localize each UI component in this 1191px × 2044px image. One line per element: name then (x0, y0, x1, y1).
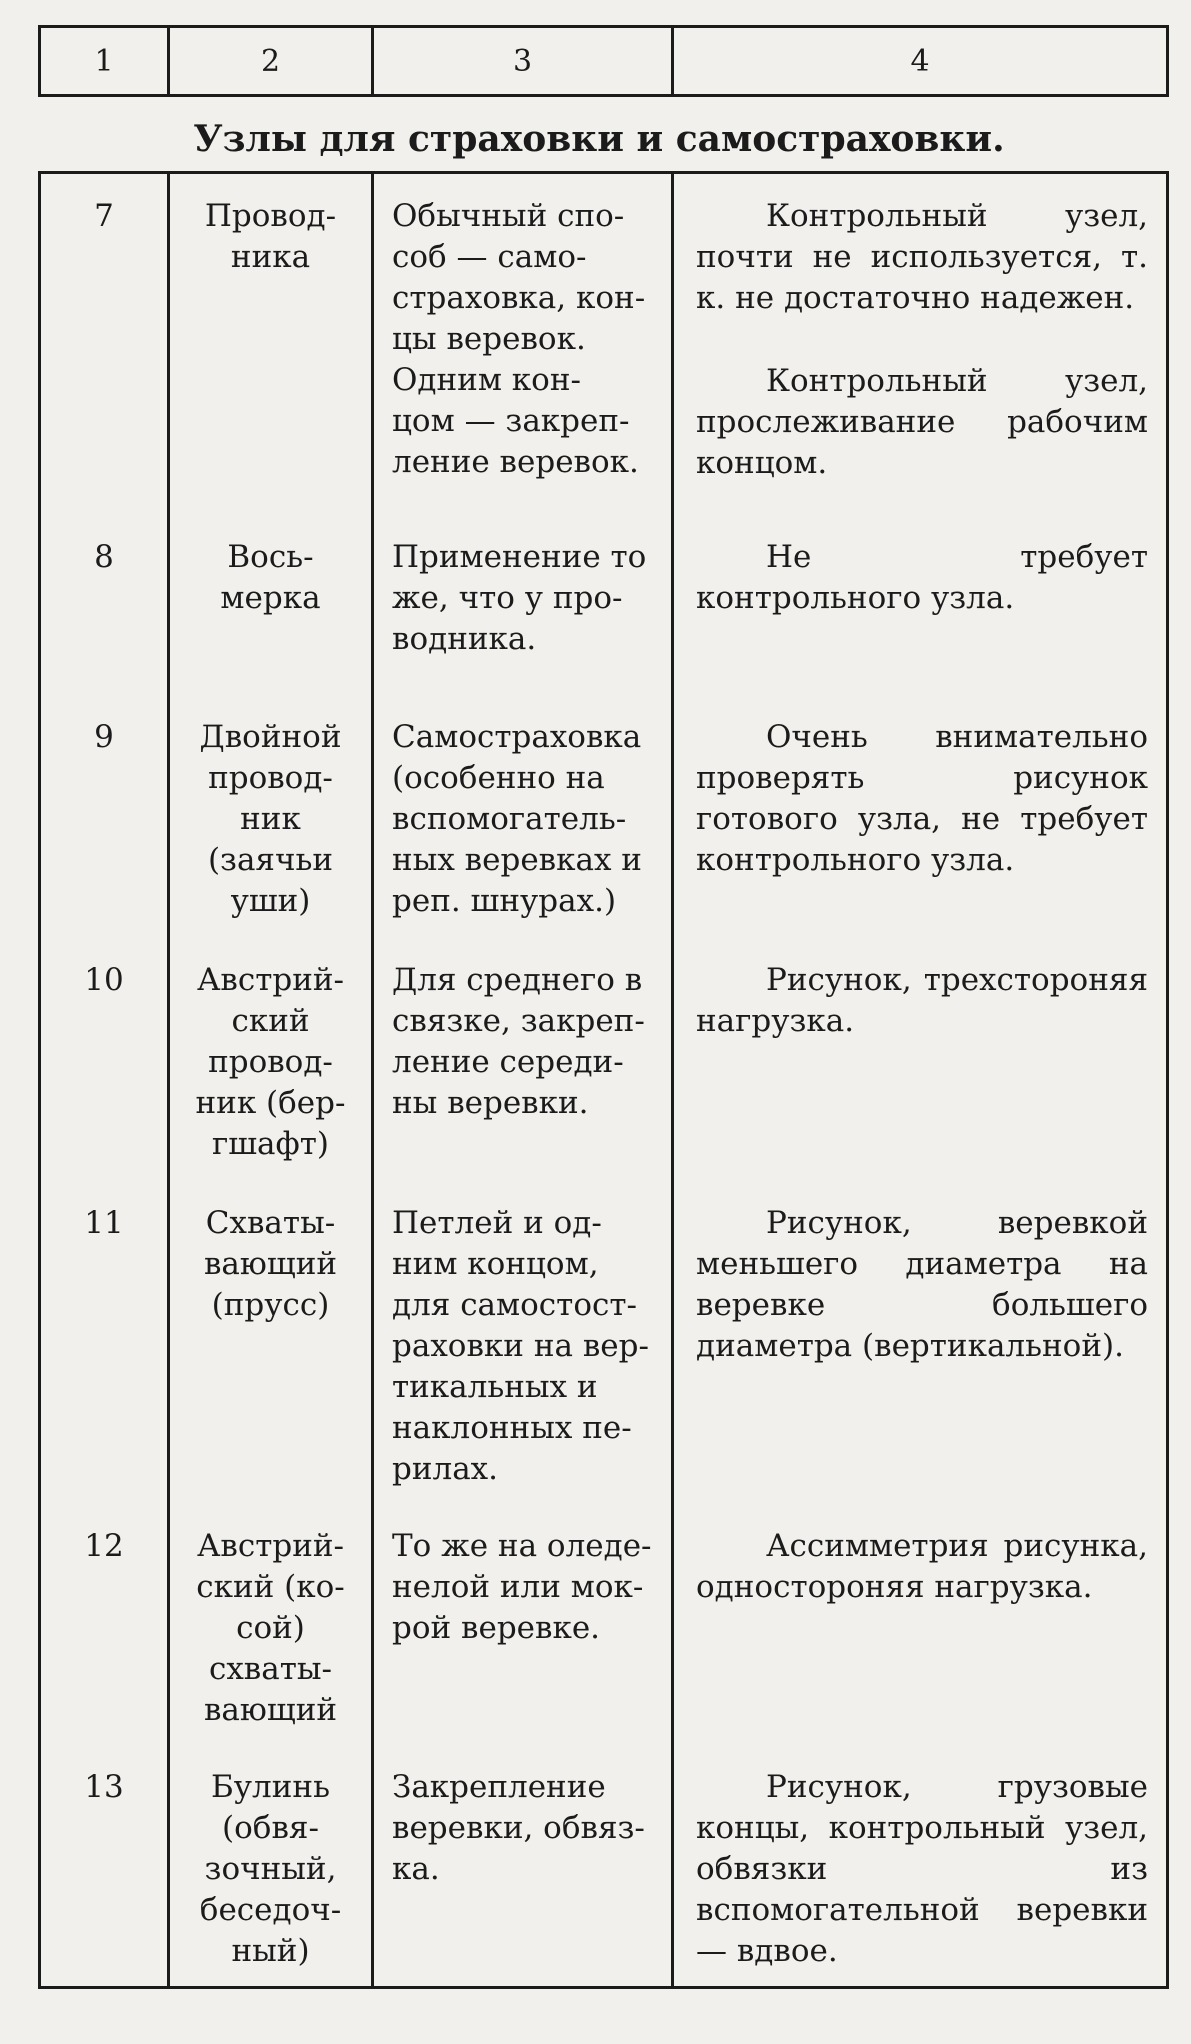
knot-usage-text: То же на оледе- нелой или мок- рой веревке. (392, 1527, 652, 1646)
knot-note-text: Очень внимательно проверять рисунок готового узла, не требует контрольного узла. (696, 718, 1148, 878)
knot-usage (373, 173, 673, 515)
knot-name (169, 1745, 373, 1988)
knot-note-text: Контрольный узел, прослеживание рабочим концом. (696, 363, 1148, 481)
knot-usage-text: Обычный спо- соб — само- страховка, кон- цы веревок. Одним кон- цом — закреп- ление веревок. (392, 198, 646, 480)
knot-notes (673, 515, 1168, 695)
knot-usage-text: Для среднего в связке, закреп- ление середи- ны веревки. (392, 961, 645, 1121)
row-number (40, 515, 169, 695)
knot-note-text: Ассимметрия рисунка, одностороняя нагрузка. (696, 1527, 1148, 1605)
knot-usage (373, 1745, 673, 1988)
knot-name (169, 938, 373, 1181)
table-row (40, 515, 1168, 695)
knot-name-text: Провод- ника (204, 198, 337, 275)
knot-note-text: Рисунок, веревкой меньшего диаметра на веревке большего диаметра (вертикальной). (696, 1204, 1148, 1364)
knot-usage (373, 938, 673, 1181)
knot-name-text: Булинь (обвя- зочный, беседоч- ный) (199, 1768, 342, 1969)
row-number-text: 8 (94, 538, 114, 575)
column-number-header (38, 25, 1169, 97)
knot-name-text: Австрий- ский (ко- сой) схваты- вающий (196, 1527, 345, 1728)
knot-notes (673, 173, 1168, 515)
table-row (40, 1745, 1168, 1988)
table-row (40, 695, 1168, 938)
row-number-text: 12 (84, 1527, 124, 1564)
knot-usage (373, 695, 673, 938)
knot-name-text: Двойной провод- ник (заячьи уши) (199, 718, 342, 919)
knot-name (169, 695, 373, 938)
knot-usage (373, 1181, 673, 1504)
header-col-4: 4 (673, 27, 1168, 96)
knot-notes (673, 1504, 1168, 1745)
knot-name-text: Схваты- вающий (прусс) (203, 1204, 338, 1323)
knot-name (169, 1504, 373, 1745)
header-col-2: 2 (169, 27, 373, 96)
table-row (40, 938, 1168, 1181)
knot-usage-text: Самостраховка (особенно на вспомогатель- ных веревках и реп. шнурах.) (392, 718, 642, 919)
row-number (40, 695, 169, 938)
knot-usage (373, 1504, 673, 1745)
row-number (40, 1504, 169, 1745)
knots-table (38, 171, 1169, 1989)
knot-usage-text: Применение то же, что у про- водника. (392, 538, 647, 657)
knot-name-text: Вось- мерка (220, 538, 321, 616)
section-title: Узлы для страховки и самостраховки. (193, 118, 1005, 160)
table-row (40, 1181, 1168, 1504)
knot-usage (373, 515, 673, 695)
row-number (40, 1181, 169, 1504)
knot-notes (673, 938, 1168, 1181)
knot-notes (673, 695, 1168, 938)
table-row (40, 1504, 1168, 1745)
row-number-text: 13 (84, 1768, 124, 1805)
row-number (40, 938, 169, 1181)
knot-usage-text: Петлей и од- ним концом, для самостост- раховки на вер- тикальных и наклонных пе- рилах. (392, 1204, 649, 1487)
document-page (38, 25, 1160, 1989)
table-row (40, 173, 1168, 515)
row-number-text: 10 (84, 961, 124, 998)
header-col-1: 1 (40, 27, 169, 96)
header-col-3: 3 (373, 27, 673, 96)
row-number (40, 1745, 169, 1988)
knot-name-text: Австрий- ский провод- ник (бер- гшафт) (195, 961, 346, 1162)
knot-notes (673, 1181, 1168, 1504)
knot-note-text: Контрольный узел, почти не используется, т. к. не достаточно надежен. (696, 198, 1148, 316)
knot-notes (673, 1745, 1168, 1988)
knot-note-text: Рисунок, грузовые концы, контрольный узел, обвязки из вспомогательной веревки — вдвое. (696, 1768, 1148, 1969)
knot-name (169, 173, 373, 515)
knot-name (169, 1181, 373, 1504)
knot-note-text: Не требует контрольного узла. (696, 538, 1148, 616)
row-number-text: 11 (84, 1204, 124, 1241)
knot-usage-text: Закрепление веревки, обвяз- ка. (392, 1768, 645, 1887)
row-number (40, 173, 169, 515)
row-number-text: 9 (94, 718, 114, 755)
row-number-text: 7 (94, 198, 114, 234)
knot-note-text: Рисунок, трехстороняя нагрузка. (696, 961, 1148, 1039)
knot-name (169, 515, 373, 695)
